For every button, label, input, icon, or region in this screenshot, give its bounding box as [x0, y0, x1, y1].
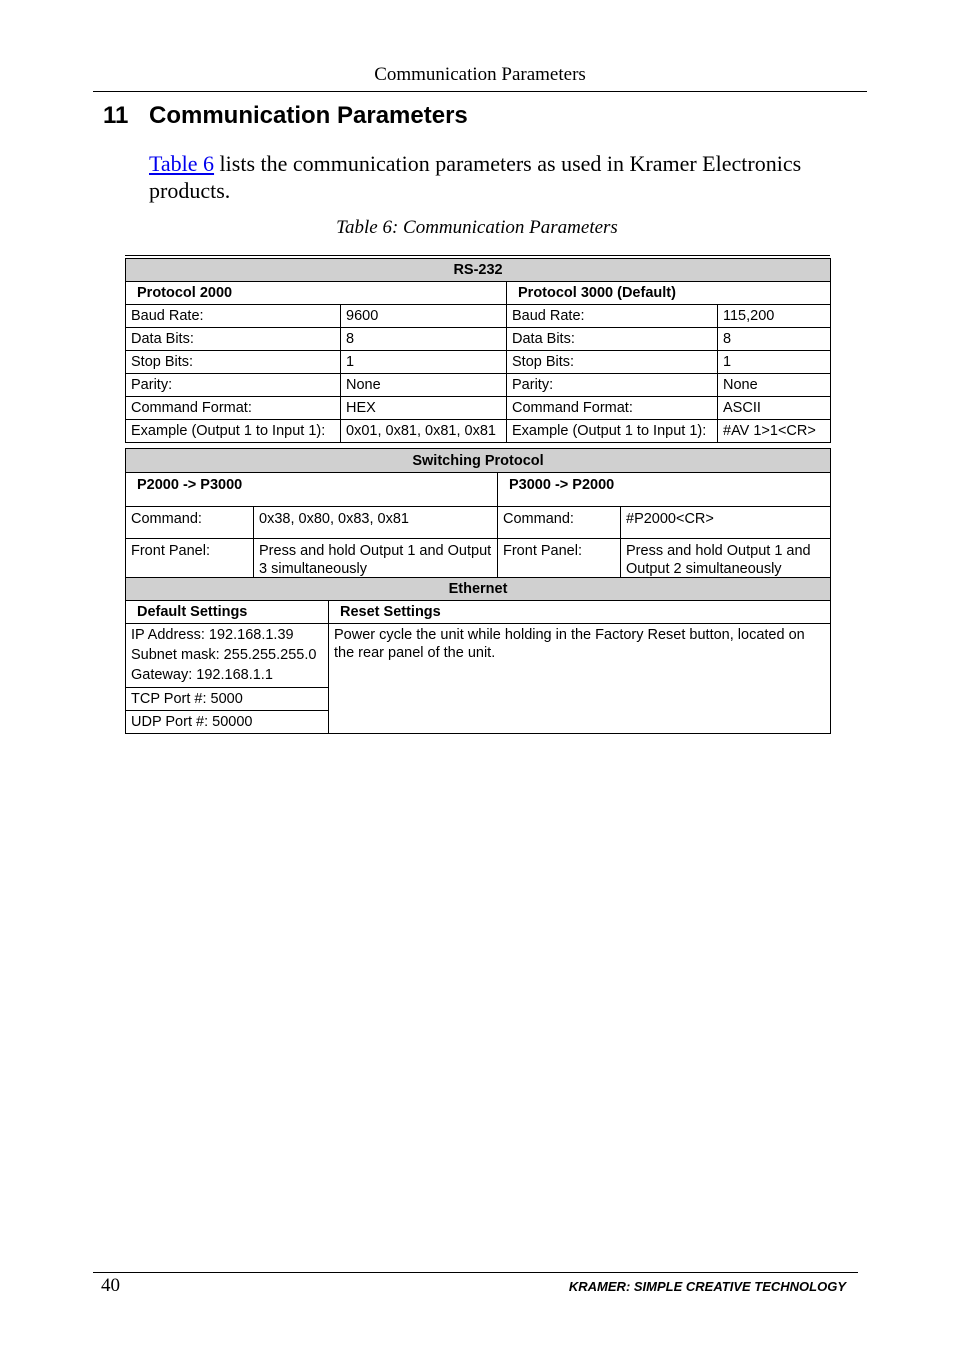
table-row [126, 397, 831, 420]
protocol-3000-header: Protocol 3000 (Default) [507, 282, 831, 305]
rs232-table [125, 258, 831, 443]
cell-value: ASCII [718, 397, 831, 420]
cell-label: Front Panel: [126, 539, 254, 581]
subnet-mask: Subnet mask: 255.255.255.0 [131, 647, 317, 663]
chapter-number: 11 [103, 102, 129, 129]
footer-rule [93, 1272, 858, 1273]
cell-label: Command: [126, 507, 254, 539]
cell-label: Data Bits: [507, 328, 718, 351]
page-number: 40 [101, 1275, 120, 1296]
table-row [126, 374, 831, 397]
cell-label: Example (Output 1 to Input 1): [126, 420, 341, 443]
reset-instructions: Power cycle the unit while holding in the Factory Reset button, located on the rear panel of the unit. [329, 624, 831, 734]
default-settings-header: Default Settings [126, 601, 329, 624]
p2000-to-p3000-header: P2000 -> P3000 [126, 473, 498, 507]
cell-value: 8 [718, 328, 831, 351]
cell-value: Press and hold Output 1 and Output 3 simultaneously [254, 539, 498, 581]
cell-label: Stop Bits: [126, 351, 341, 374]
cell-value: 8 [341, 328, 507, 351]
intro-paragraph [149, 150, 839, 204]
cell-label: Data Bits: [126, 328, 341, 351]
switching-section-title: Switching Protocol [126, 449, 831, 473]
network-defaults-cell [126, 624, 329, 688]
cell-value: HEX [341, 397, 507, 420]
tcp-port: TCP Port #: 5000 [126, 688, 329, 711]
header-rule [93, 91, 867, 92]
cell-label: Example (Output 1 to Input 1): [507, 420, 718, 443]
udp-port: UDP Port #: 50000 [126, 711, 329, 734]
p3000-to-p2000-header: P3000 -> P2000 [498, 473, 831, 507]
table-link[interactable]: Table 6 [149, 151, 215, 176]
cell-value: 1 [718, 351, 831, 374]
cell-value: 1 [341, 351, 507, 374]
cell-value: #AV 1>1<CR> [718, 420, 831, 443]
running-header: Communication Parameters [374, 64, 586, 85]
table-row [126, 539, 831, 581]
table-row [126, 420, 831, 443]
cell-value: 0x38, 0x80, 0x83, 0x81 [254, 507, 498, 539]
cell-label: Command Format: [507, 397, 718, 420]
cell-value: None [718, 374, 831, 397]
table-row [126, 624, 831, 688]
chapter-heading [103, 102, 468, 130]
cell-label: Baud Rate: [507, 305, 718, 328]
cell-label: Command: [498, 507, 621, 539]
rs232-section-title: RS-232 [126, 259, 831, 282]
chapter-title: Communication Parameters [149, 102, 468, 129]
cell-label: Command Format: [126, 397, 341, 420]
protocol-2000-header: Protocol 2000 [126, 282, 507, 305]
cell-value: Press and hold Output 1 and Output 2 simultaneously [621, 539, 831, 581]
table-row [126, 351, 831, 374]
ethernet-section-title: Ethernet [126, 578, 831, 601]
switching-table [125, 448, 831, 581]
ip-address: IP Address: 192.168.1.39 [131, 627, 294, 643]
reset-settings-header: Reset Settings [329, 601, 831, 624]
cell-value: 0x01, 0x81, 0x81, 0x81 [341, 420, 507, 443]
cell-label: Baud Rate: [126, 305, 341, 328]
gateway: Gateway: 192.168.1.1 [131, 667, 273, 683]
cell-value: #P2000<CR> [621, 507, 831, 539]
intro-text: lists the communication parameters as used in Kramer Electronics products. [149, 151, 802, 203]
cell-value: 115,200 [718, 305, 831, 328]
cell-label: Stop Bits: [507, 351, 718, 374]
cell-label: Front Panel: [498, 539, 621, 581]
table-top-rule [125, 255, 830, 256]
ethernet-table [125, 577, 831, 734]
table-caption: Table 6: Communication Parameters [336, 217, 618, 238]
cell-label: Parity: [507, 374, 718, 397]
footer-tagline: KRAMER: SIMPLE CREATIVE TECHNOLOGY [568, 1279, 846, 1294]
table-row [126, 305, 831, 328]
table-row [126, 507, 831, 539]
table-row [126, 328, 831, 351]
cell-value: 9600 [341, 305, 507, 328]
cell-value: None [341, 374, 507, 397]
cell-label: Parity: [126, 374, 341, 397]
